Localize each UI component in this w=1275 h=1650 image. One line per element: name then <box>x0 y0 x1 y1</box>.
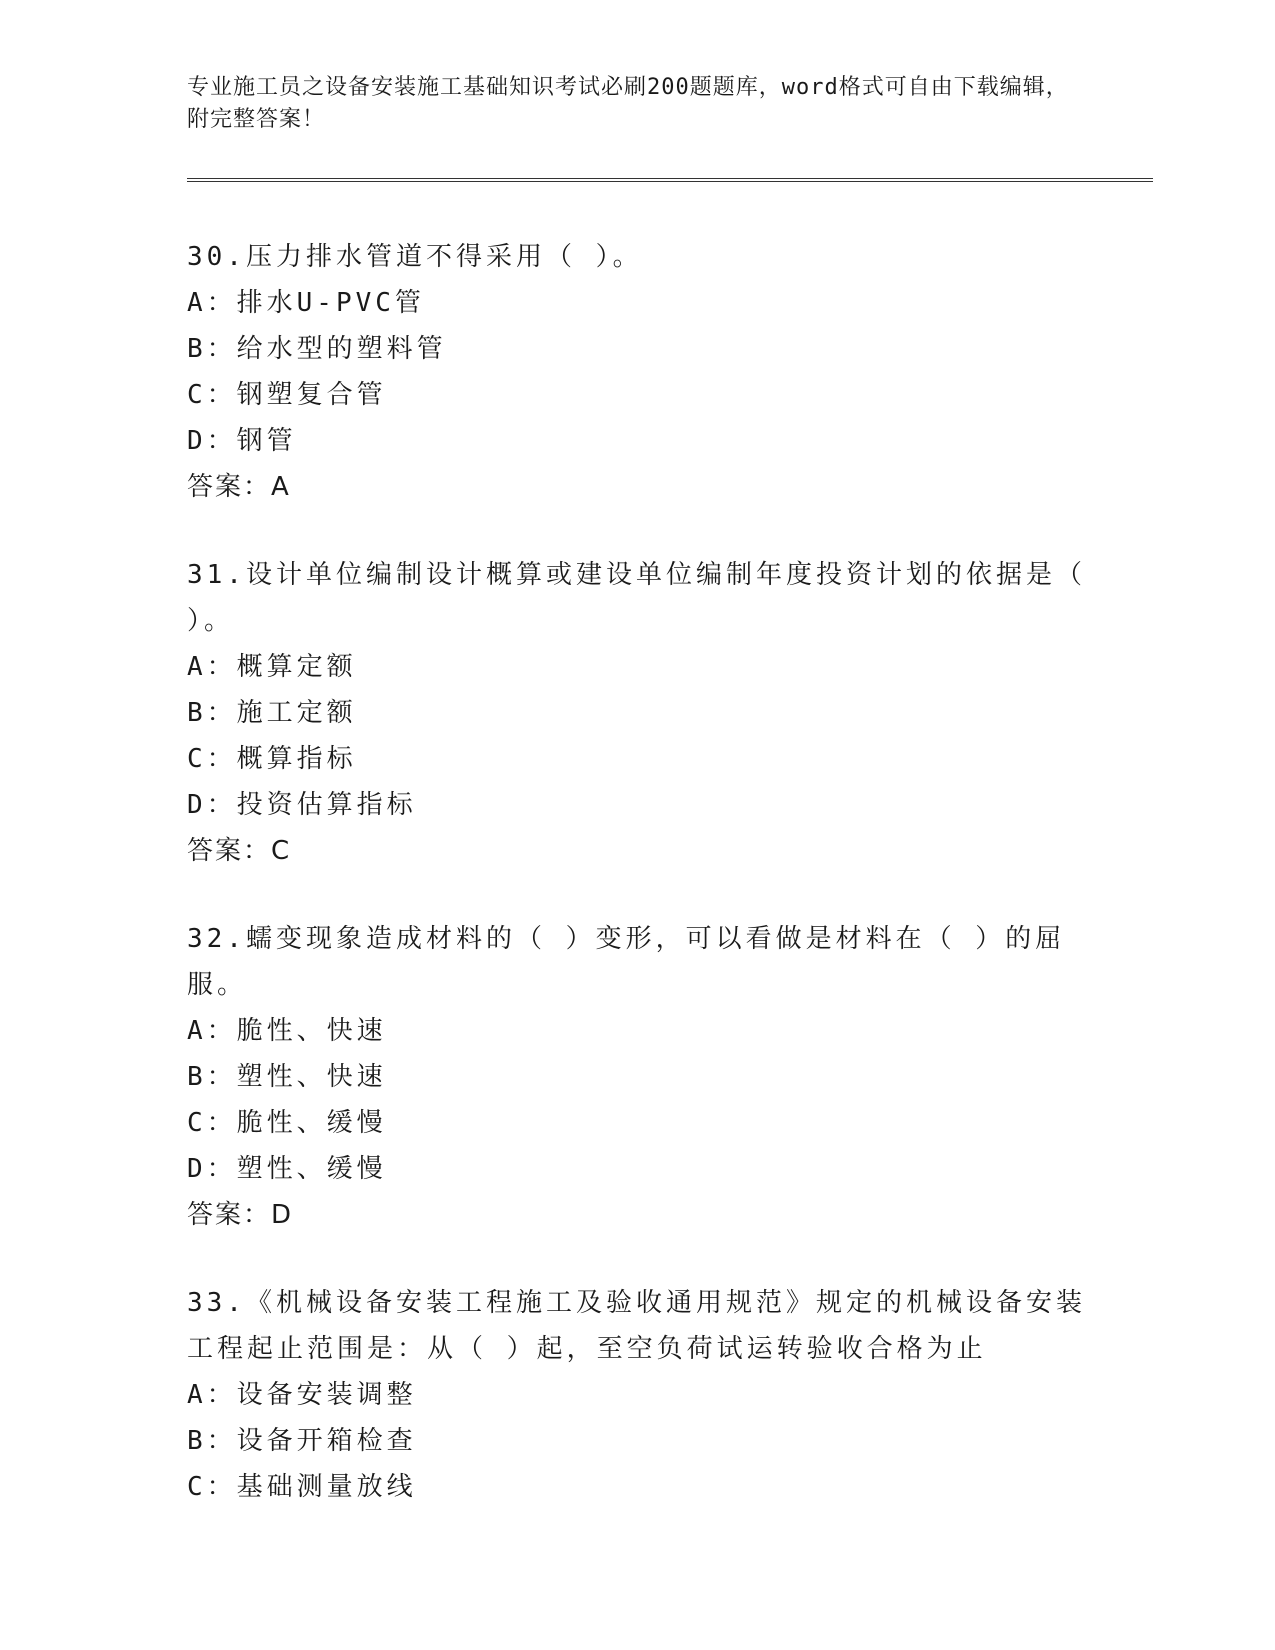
option-c: C：脆性、缓慢 <box>187 1108 387 1138</box>
option-d: D：钢管 <box>187 426 297 456</box>
answer: 答案：A <box>187 472 291 502</box>
question-stem: 30.压力排水管道不得采用（ ）。 <box>187 242 643 272</box>
option-c: C：钢塑复合管 <box>187 380 387 410</box>
answer: 答案：C <box>187 836 292 866</box>
question-stem: 32.蠕变现象造成材料的（ ）变形，可以看做是材料在（ ）的屈服。 <box>187 924 1066 1000</box>
option-d: D：投资估算指标 <box>187 790 417 820</box>
option-c: C：基础测量放线 <box>187 1472 417 1502</box>
option-b: B：给水型的塑料管 <box>187 334 447 364</box>
question-32 <box>187 916 1087 1238</box>
option-b: B：设备开箱检查 <box>187 1426 417 1456</box>
document-header: 专业施工员之设备安装施工基础知识考试必刷200题题库，word格式可自由下载编辑，附完整答案！ <box>187 75 1069 132</box>
answer: 答案：D <box>187 1200 294 1230</box>
question-31 <box>187 552 1087 874</box>
question-33 <box>187 1280 1087 1510</box>
option-c: C：概算指标 <box>187 744 357 774</box>
question-stem: 31.设计单位编制设计概算或建设单位编制年度投资计划的依据是（ ）。 <box>187 560 1086 636</box>
header-divider <box>187 178 1153 182</box>
option-d: D：塑性、缓慢 <box>187 1154 387 1184</box>
question-30 <box>187 234 1087 510</box>
option-b: B：塑性、快速 <box>187 1062 387 1092</box>
option-b: B：施工定额 <box>187 698 357 728</box>
option-a: A：概算定额 <box>187 652 357 682</box>
question-stem: 33.《机械设备安装工程施工及验收通用规范》规定的机械设备安装工程起止范围是：从（ ）起，至空负荷试运转验收合格为止 <box>187 1288 1086 1364</box>
question-list <box>187 234 1087 1552</box>
option-a: A：排水U-PVC管 <box>187 288 425 318</box>
option-a: A：脆性、快速 <box>187 1016 387 1046</box>
option-a: A：设备安装调整 <box>187 1380 417 1410</box>
